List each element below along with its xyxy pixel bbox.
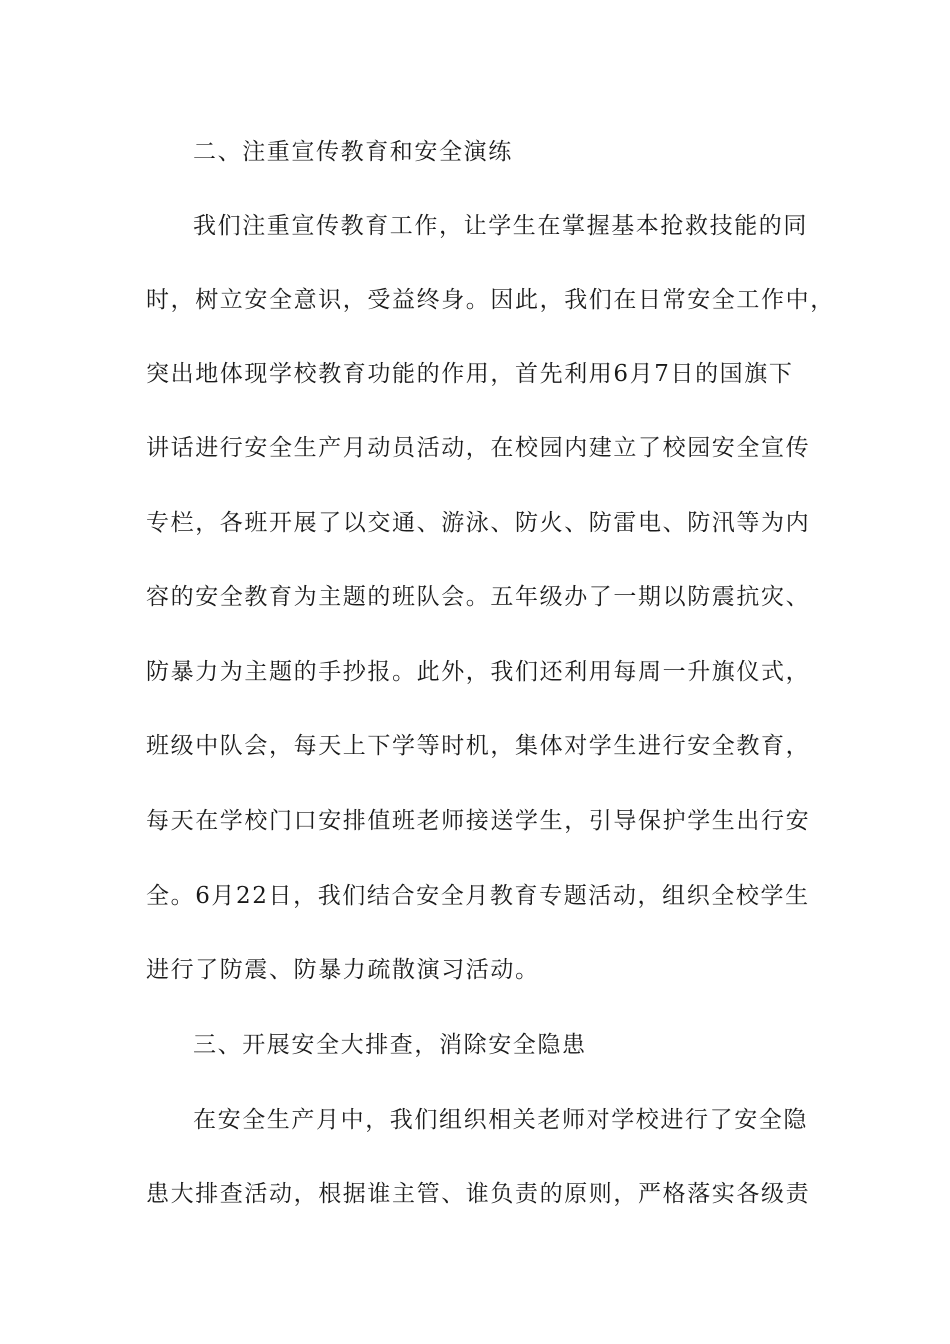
paragraph-line: 防暴力为主题的手抄报。此外，我们还利用每周一升旗仪式， [146,659,811,685]
paragraph-line: 我们注重宣传教育工作，让学生在掌握基本抢救技能的同 [193,213,808,239]
paragraph-line: 全。6月22日，我们结合安全月教育专题活动，组织全校学生 [146,883,810,909]
paragraph-line: 时，树立安全意识，受益终身。因此，我们在日常安全工作中， [146,287,835,313]
paragraph-line: 专栏，各班开展了以交通、游泳、防火、防雷电、防汛等为内 [146,510,811,536]
section-heading-2: 二、注重宣传教育和安全演练 [193,139,513,165]
paragraph-line: 容的安全教育为主题的班队会。五年级办了一期以防震抗灾、 [146,584,811,610]
paragraph-line: 患大排查活动，根据谁主管、谁负责的原则，严格落实各级责 [146,1181,811,1207]
section-heading-3: 三、开展安全大排查，消除安全隐患 [193,1032,587,1058]
paragraph-line: 突出地体现学校教育功能的作用，首先利用6月7日的国旗下 [146,361,794,387]
paragraph-line: 每天在学校门口安排值班老师接送学生，引导保护学生出行安 [146,808,811,834]
paragraph-line: 讲话进行安全生产月动员活动，在校园内建立了校园安全宣传 [146,435,811,461]
paragraph-line: 班级中队会，每天上下学等时机，集体对学生进行安全教育， [146,733,811,759]
paragraph-line: 在安全生产月中，我们组织相关老师对学校进行了安全隐 [193,1107,808,1133]
paragraph-line: 进行了防震、防暴力疏散演习活动。 [146,957,540,983]
